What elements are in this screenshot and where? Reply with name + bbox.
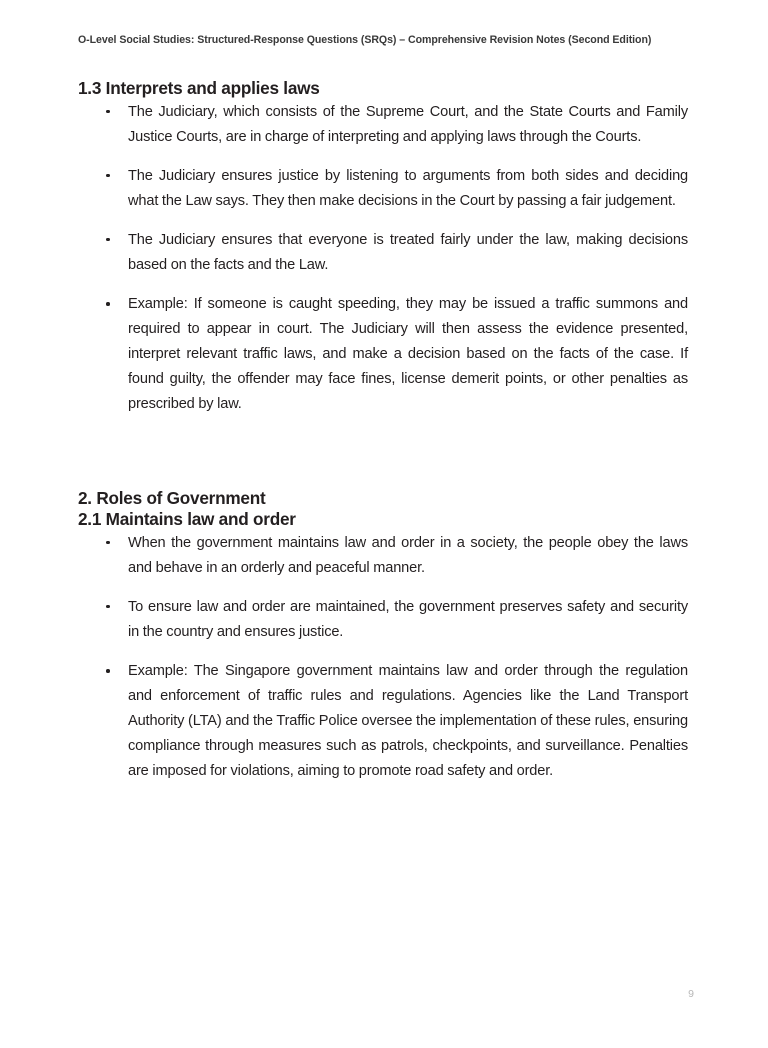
list-item: Example: If someone is caught speeding, they may be issued a traffic summons and required to appear in court. The Judiciary will then assess the evidence presented, interpret relevant traffic laws, and make a decision based on the facts of the case. If found guilty, the offender may face fines, license demerit points, or other penalties as prescribed by law. [78, 292, 688, 417]
bullet-list-2-1 [78, 531, 688, 785]
list-item: The Judiciary ensures that everyone is treated fairly under the law, making decisions based on the facts and the Law. [78, 228, 688, 278]
page-number: 9 [688, 988, 694, 1000]
section-heading-1-3: 1.3 Interprets and applies laws [78, 78, 320, 98]
document-content [78, 78, 688, 784]
list-item: The Judiciary ensures justice by listening to arguments from both sides and deciding what the Law says. They then make decisions in the Court by passing a fair judgement. [78, 164, 688, 214]
list-item: When the government maintains law and order in a society, the people obey the laws and behave in an orderly and peaceful manner. [78, 531, 688, 581]
list-item: To ensure law and order are maintained, the government preserves safety and security in the country and ensures justice. [78, 595, 688, 645]
bullet-list-1-3 [78, 100, 688, 418]
list-item: The Judiciary, which consists of the Supreme Court, and the State Courts and Family Justice Courts, are in charge of interpreting and applying laws through the Courts. [78, 100, 688, 150]
list-item: Example: The Singapore government maintains law and order through the regulation and enforcement of traffic rules and regulations. Agencies like the Land Transport Authority (LTA) and the Traffic Police oversee the implementation of these rules, ensuring compliance through measures such as patrols, checkpoints, and surveillance. Penalties are imposed for violations, aiming to promote road safety and order. [78, 659, 688, 784]
section-spacer [78, 418, 688, 488]
running-header: O-Level Social Studies: Structured-Response Questions (SRQs) – Comprehensive Revision Notes (Second Edition) [78, 34, 652, 46]
section-heading-2: 2. Roles of Government [78, 487, 266, 508]
section-heading-2-1: 2.1 Maintains law and order [78, 509, 296, 530]
